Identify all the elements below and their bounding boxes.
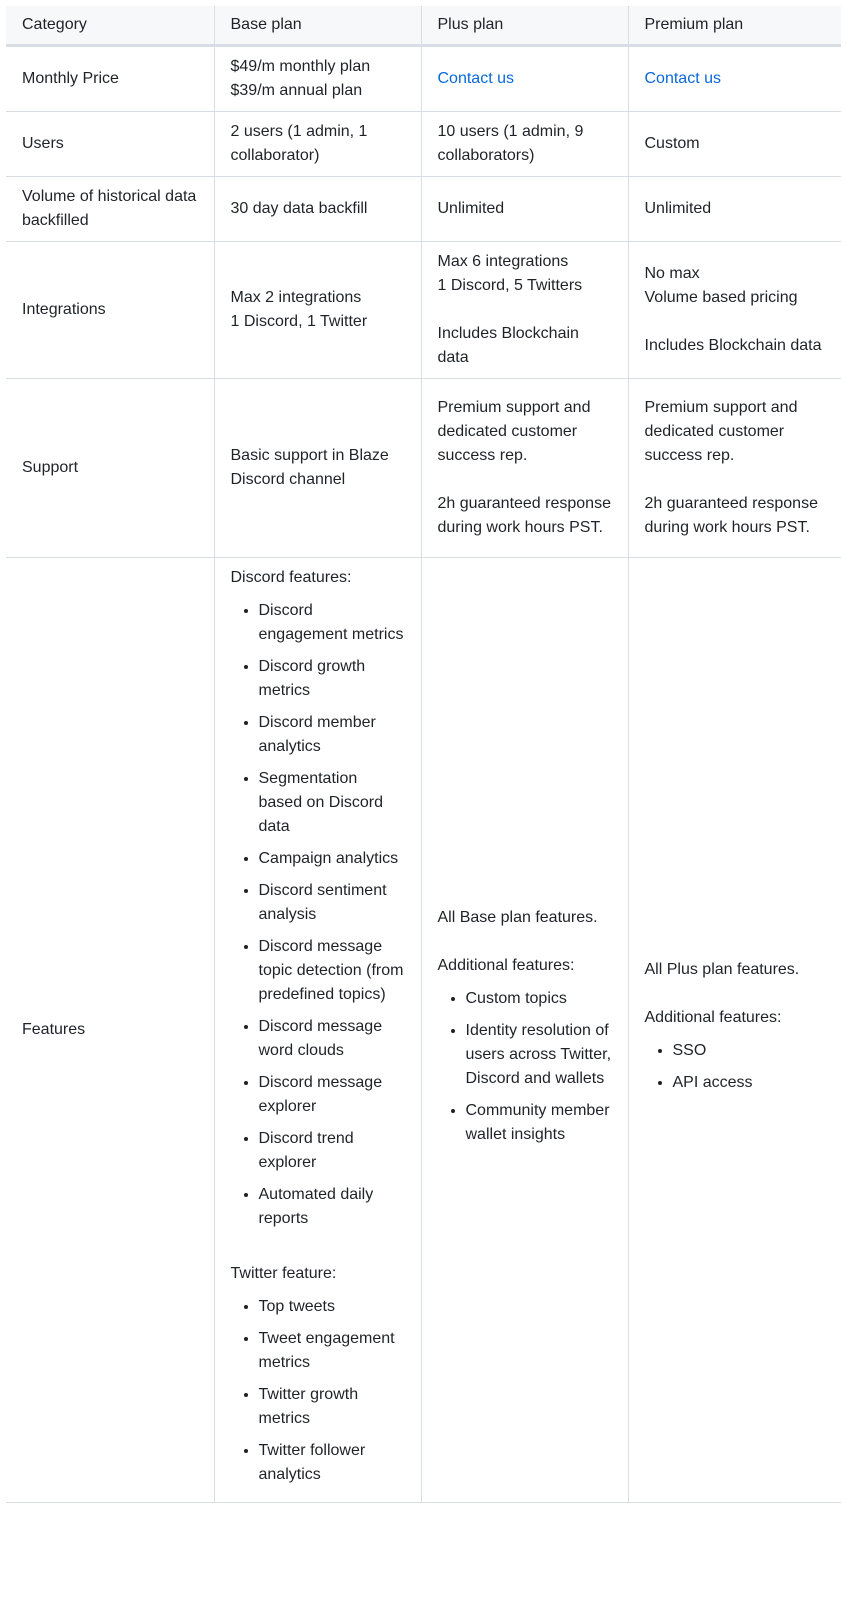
list-item: • Discord trend explorer bbox=[259, 1126, 405, 1175]
plus-integrations-blockchain: Includes Blockchain data bbox=[437, 325, 579, 366]
category-cell: Support bbox=[6, 379, 214, 558]
row-monthly-price bbox=[6, 46, 841, 112]
premium-support-cell bbox=[628, 379, 841, 558]
category-cell: Features bbox=[6, 558, 214, 1503]
pricing-comparison-table bbox=[6, 6, 841, 1503]
category-cell: Monthly Price bbox=[6, 46, 214, 112]
category-cell: Users bbox=[6, 112, 214, 177]
base-support-cell: Basic support in Blaze Discord channel bbox=[214, 379, 421, 558]
base-volume-cell: 30 day data backfill bbox=[214, 177, 421, 242]
premium-users-cell: Custom bbox=[628, 112, 841, 177]
list-item: • API access bbox=[673, 1070, 826, 1095]
category-cell: Integrations bbox=[6, 242, 214, 379]
table-header-row bbox=[6, 6, 841, 46]
base-monthly-price: $49/m monthly plan bbox=[230, 58, 371, 75]
plus-features-intro: All Base plan features. bbox=[437, 909, 598, 926]
premium-support-level: Premium support and dedicated customer success rep. bbox=[644, 399, 798, 464]
plus-volume-cell: Unlimited bbox=[421, 177, 628, 242]
row-support bbox=[6, 379, 841, 558]
premium-integrations-max: No max bbox=[644, 265, 700, 282]
base-annual-price: $39/m annual plan bbox=[230, 82, 363, 99]
premium-feature-list bbox=[645, 1038, 826, 1095]
base-integrations-cell bbox=[214, 242, 421, 379]
list-item: • Segmentation based on Discord data bbox=[259, 766, 405, 839]
list-item: • Discord sentiment analysis bbox=[259, 878, 405, 927]
row-volume bbox=[6, 177, 841, 242]
header-premium-plan: Premium plan bbox=[628, 6, 841, 46]
premium-integrations-detail: Volume based pricing bbox=[644, 289, 798, 306]
plus-additional-heading: Additional features: bbox=[437, 957, 575, 974]
row-integrations bbox=[6, 242, 841, 379]
list-item: • Automated daily reports bbox=[259, 1182, 405, 1231]
plus-support-level: Premium support and dedicated customer success rep. bbox=[437, 399, 591, 464]
list-item: • Campaign analytics bbox=[259, 846, 405, 871]
premium-integrations-blockchain: Includes Blockchain data bbox=[644, 337, 822, 354]
header-plus-plan: Plus plan bbox=[421, 6, 628, 46]
header-base-plan: Base plan bbox=[214, 6, 421, 46]
plus-integrations-max: Max 6 integrations bbox=[437, 253, 569, 270]
premium-features-cell bbox=[628, 558, 841, 1503]
base-twitter-feature-list bbox=[231, 1294, 405, 1487]
plus-contact-us-link[interactable]: Contact us bbox=[437, 70, 514, 87]
premium-features-intro: All Plus plan features. bbox=[644, 961, 800, 978]
list-item: • Discord message topic detection (from predefined topics) bbox=[259, 934, 405, 1007]
plus-users-cell: 10 users (1 admin, 9 collaborators) bbox=[421, 112, 628, 177]
premium-integrations-cell bbox=[628, 242, 841, 379]
row-users bbox=[6, 112, 841, 177]
list-item: • Twitter growth metrics bbox=[259, 1382, 405, 1431]
plus-price-cell bbox=[421, 46, 628, 112]
list-item: • Twitter follower analytics bbox=[259, 1438, 405, 1487]
row-features bbox=[6, 558, 841, 1503]
plus-features-cell bbox=[421, 558, 628, 1503]
premium-additional-heading: Additional features: bbox=[644, 1009, 782, 1026]
list-item: • Custom topics bbox=[466, 986, 612, 1011]
plus-support-response: 2h guaranteed response during work hours PST. bbox=[437, 495, 611, 536]
plus-feature-list bbox=[438, 986, 612, 1147]
premium-support-response: 2h guaranteed response during work hours PST. bbox=[644, 495, 818, 536]
list-item: • Top tweets bbox=[259, 1294, 405, 1319]
list-item: • Discord member analytics bbox=[259, 710, 405, 759]
plus-integrations-detail: 1 Discord, 5 Twitters bbox=[437, 277, 583, 294]
base-users-cell: 2 users (1 admin, 1 collaborator) bbox=[214, 112, 421, 177]
premium-volume-cell: Unlimited bbox=[628, 177, 841, 242]
base-integrations-detail: 1 Discord, 1 Twitter bbox=[230, 313, 368, 330]
list-item: • Discord message explorer bbox=[259, 1070, 405, 1119]
list-item: • Discord message word clouds bbox=[259, 1014, 405, 1063]
list-item: • Discord engagement metrics bbox=[259, 598, 405, 647]
list-item: • Discord growth metrics bbox=[259, 654, 405, 703]
list-item: • Identity resolution of users across Twitter, Discord and wallets bbox=[466, 1018, 612, 1091]
base-price-cell bbox=[214, 46, 421, 112]
header-category: Category bbox=[6, 6, 214, 46]
list-item: • Community member wallet insights bbox=[466, 1098, 612, 1147]
base-discord-heading: Discord features: bbox=[230, 569, 352, 586]
list-item: • SSO bbox=[673, 1038, 826, 1063]
list-item: • Tweet engagement metrics bbox=[259, 1326, 405, 1375]
plus-support-cell bbox=[421, 379, 628, 558]
category-cell: Volume of historical data backfilled bbox=[6, 177, 214, 242]
base-integrations-max: Max 2 integrations bbox=[230, 289, 362, 306]
premium-price-cell bbox=[628, 46, 841, 112]
base-discord-feature-list bbox=[231, 598, 405, 1231]
premium-contact-us-link[interactable]: Contact us bbox=[644, 70, 721, 87]
base-twitter-heading: Twitter feature: bbox=[230, 1265, 337, 1282]
plus-integrations-cell bbox=[421, 242, 628, 379]
base-features-cell bbox=[214, 558, 421, 1503]
